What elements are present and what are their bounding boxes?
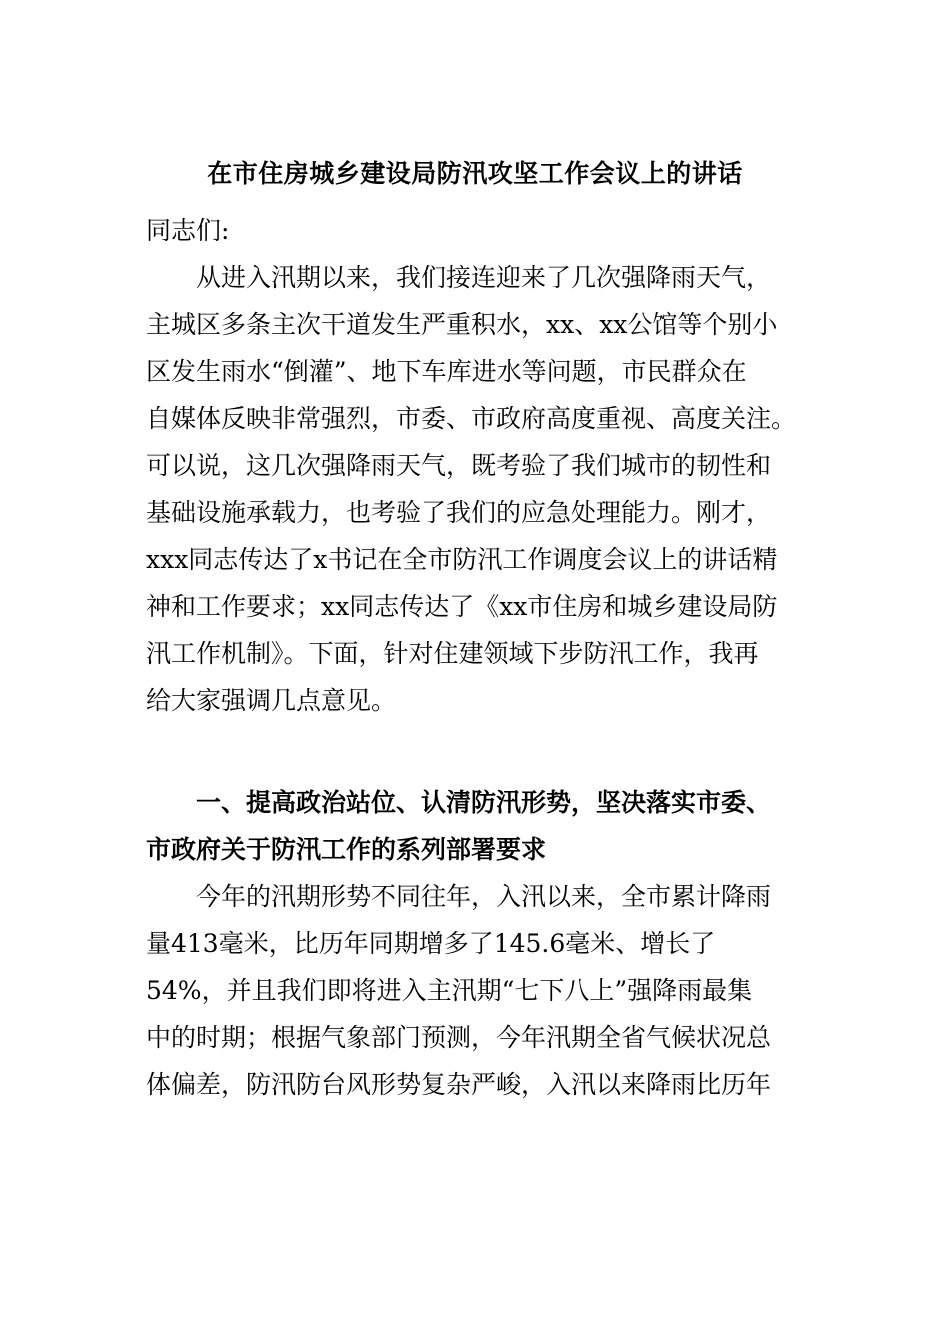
section-heading-1	[146, 779, 806, 873]
paragraph-line: 从进入汛期以来，我们接连迎来了几次强降雨天气，	[196, 263, 772, 292]
paragraph-line: 今年的汛期形势不同往年，入汛以来，全市累计降雨	[196, 882, 772, 911]
paragraph-line: 给大家强调几点意见。	[146, 686, 397, 715]
paragraph-line: xxx同志传达了x书记在全市防汛工作调度会议上的讲话精	[146, 545, 778, 574]
document-title: 在市住房城乡建设局防汛攻坚工作会议上的讲话	[207, 159, 743, 188]
salutation: 同志们:	[146, 216, 230, 245]
paragraph-line: 基础设施承载力，也考验了我们的应急处理能力。刚才，	[146, 498, 772, 527]
paragraph-1	[146, 254, 806, 724]
paragraph-2	[146, 873, 806, 1108]
paragraph-line: 汛工作机制》。下面，针对住建领域下步防汛工作，我再	[146, 639, 759, 668]
paragraph-line: 神和工作要求；xx同志传达了《xx市住房和城乡建设局防	[146, 592, 778, 621]
paragraph-line: 54%，并且我们即将进入主汛期“七下八上”强降雨最集	[146, 976, 753, 1005]
heading-line: 一、提高政治站位、认清防汛形势，坚决落实市委、	[196, 788, 772, 817]
paragraph-line: 体偏差，防汛防台风形势复杂严峻，入汛以来降雨比历年	[146, 1070, 772, 1099]
paragraph-line: 量413毫米，比历年同期增多了145.6毫米、增长了	[146, 929, 716, 958]
paragraph-line: 可以说，这几次强降雨天气，既考验了我们城市的韧性和	[146, 451, 772, 480]
heading-line: 市政府关于防汛工作的系列部署要求	[146, 835, 547, 864]
paragraph-line: 主城区多条主次干道发生严重积水，xx、xx公馆等个别小	[146, 310, 778, 339]
paragraph-line: 自媒体反映非常强烈，市委、市政府高度重视、高度关注。	[146, 404, 797, 433]
paragraph-line: 区发生雨水“倒灌”、地下车库进水等问题，市民群众在	[146, 357, 747, 386]
paragraph-line: 中的时期；根据气象部门预测，今年汛期全省气候状况总	[146, 1023, 772, 1052]
